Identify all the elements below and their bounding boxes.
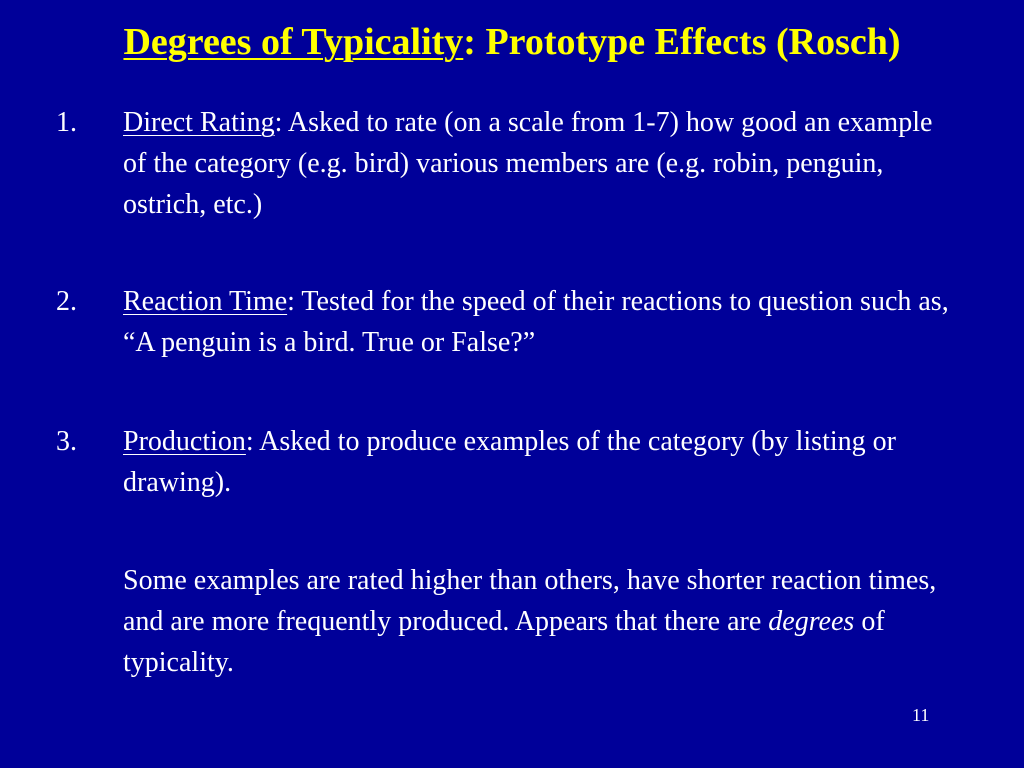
list-number: 3. (56, 426, 77, 457)
list-item-production (56, 421, 956, 503)
term-reaction-time: Reaction Time (123, 286, 288, 317)
list-item-body (123, 102, 956, 225)
slide-title (0, 18, 1024, 66)
term-production: Production (123, 426, 246, 457)
list-item-body (123, 421, 956, 503)
conclusion-text-after: of typicality. (123, 606, 885, 678)
title-rest: : Prototype Effects (Rosch) (463, 21, 901, 63)
conclusion-emphasis: degrees (768, 606, 855, 637)
conclusion-paragraph (123, 560, 963, 683)
title-underlined: Degrees of Typicality (123, 21, 464, 63)
conclusion-text-before: Some examples are rated higher than others, have shorter reaction times, and are more frequently produced. Appears that there are (123, 565, 937, 637)
list-item-direct-rating (56, 102, 956, 225)
list-item-text: : Asked to rate (on a scale from 1-7) how good an example of the category (e.g. bird) various members are (e.g. robin, penguin, ostrich, etc.) (123, 107, 933, 220)
list-number: 1. (56, 107, 77, 138)
list-item-text: : Tested for the speed of their reactions to question such as, “A penguin is a bird. True or False?” (123, 286, 949, 358)
term-direct-rating: Direct Rating (123, 107, 275, 138)
list-item-reaction-time (56, 281, 956, 363)
list-number: 2. (56, 286, 77, 317)
list-item-body (123, 281, 956, 363)
page-number: 11 (912, 705, 930, 725)
list-item-text: : Asked to produce examples of the category (by listing or drawing). (123, 426, 896, 498)
